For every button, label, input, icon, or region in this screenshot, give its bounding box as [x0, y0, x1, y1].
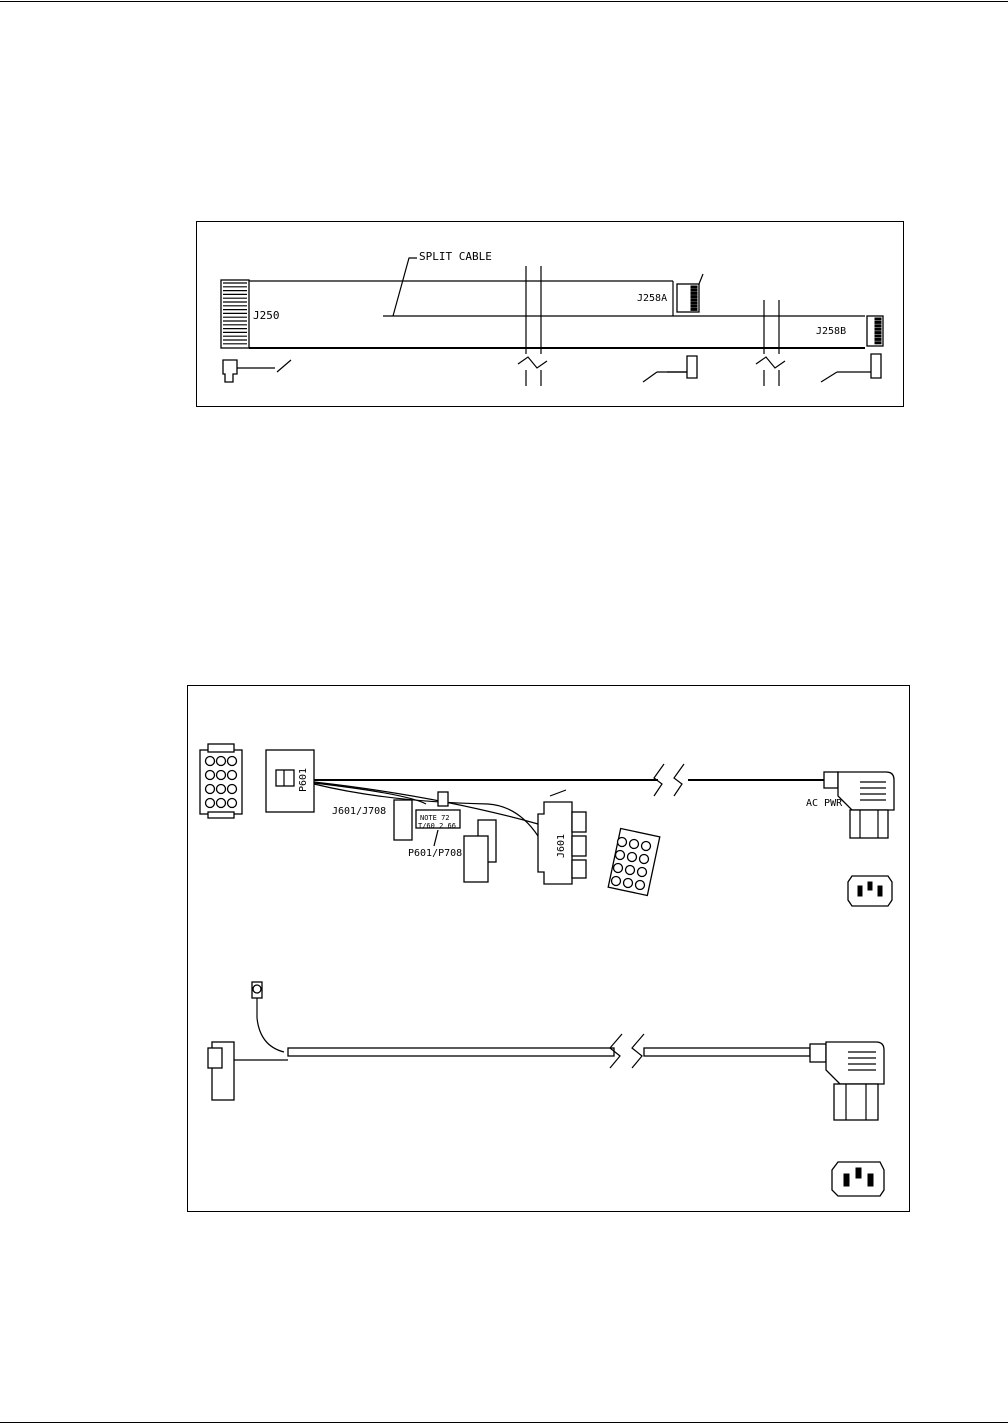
ac-power-cable-upper — [314, 764, 838, 796]
j601-pin — [628, 853, 637, 862]
j258a-pin — [691, 299, 697, 301]
p601-pin — [228, 757, 237, 766]
split-cable-label: SPLIT CABLE — [419, 250, 492, 263]
j250-label: J250 — [253, 309, 280, 322]
j258b-pin — [875, 338, 881, 340]
p601-face-view — [200, 744, 242, 818]
split-cable-leader — [393, 258, 417, 316]
p601-label: P601 — [298, 767, 309, 792]
split-cable-figure — [196, 221, 904, 407]
j601-pin — [640, 855, 649, 864]
p601-pin — [217, 785, 226, 794]
j258a-connector — [677, 274, 703, 312]
j258b-pin — [875, 318, 881, 320]
j601-pin — [616, 851, 625, 860]
split-cable-drawing — [197, 222, 905, 408]
j258a-pin — [691, 302, 697, 304]
j258b-label: J258B — [816, 326, 847, 337]
p601-pin — [217, 771, 226, 780]
j258a-pin — [691, 296, 697, 298]
p601-pin — [228, 799, 237, 808]
ac-pwr-label: AC PWR — [806, 798, 843, 809]
note-line-2: T/60 2 66 — [418, 822, 456, 830]
end-view-middle — [643, 356, 697, 382]
j601-pin — [624, 879, 633, 888]
iec-inlet-upper — [848, 876, 892, 906]
j258b-pin — [875, 325, 881, 327]
end-view-left — [223, 360, 291, 382]
p601-pin — [228, 785, 237, 794]
p601-pin — [206, 799, 215, 808]
p601-pin — [217, 799, 226, 808]
note-line-1: NOTE 72 — [420, 814, 450, 822]
j258b-pin — [875, 328, 881, 330]
j601-pin — [612, 877, 621, 886]
j258a-pin — [691, 305, 697, 307]
p601-pin — [228, 771, 237, 780]
j601-label: J601 — [556, 833, 567, 858]
j258a-pin — [691, 308, 697, 310]
j258b-pin — [875, 321, 881, 323]
j601-j708-label: J601/J708 — [332, 806, 387, 817]
j601-pin — [626, 866, 635, 875]
power-cables-figure — [187, 685, 910, 1212]
p601-p708-label: P601/P708 — [408, 848, 463, 859]
p601-pin — [206, 757, 215, 766]
break-symbol-2 — [756, 300, 785, 386]
ribbon-cable — [249, 281, 865, 348]
j601-pin — [618, 838, 627, 847]
iec-inlet-lower — [832, 1162, 884, 1196]
j258b-pin — [875, 335, 881, 337]
j601-pin — [614, 864, 623, 873]
ac-pwr-plug-lower — [826, 1042, 884, 1120]
j258a-pin — [691, 289, 697, 291]
j601-j708-connector — [394, 792, 496, 882]
j258b-connector — [867, 316, 883, 346]
j601-pin — [630, 840, 639, 849]
p601-pin — [217, 757, 226, 766]
j601-face-view — [608, 828, 660, 895]
break-symbol-1 — [518, 266, 547, 386]
j601-pin — [642, 842, 651, 851]
j601-pin — [636, 881, 645, 890]
power-cables-drawing — [188, 686, 911, 1213]
j258b-pin — [875, 332, 881, 334]
end-view-right — [821, 354, 881, 382]
p601-pin — [206, 785, 215, 794]
j258a-pin — [691, 286, 697, 288]
top-rule — [0, 1, 1008, 2]
j258a-label: J258A — [637, 293, 668, 304]
ac-pwr-plug-upper — [838, 772, 894, 838]
j258a-pin — [691, 292, 697, 294]
j258b-pin — [875, 342, 881, 344]
j250-connector — [221, 280, 249, 348]
j601-pin — [638, 868, 647, 877]
lower-power-cable — [208, 982, 826, 1100]
p601-pin — [206, 771, 215, 780]
bottom-rule — [0, 1422, 1008, 1423]
